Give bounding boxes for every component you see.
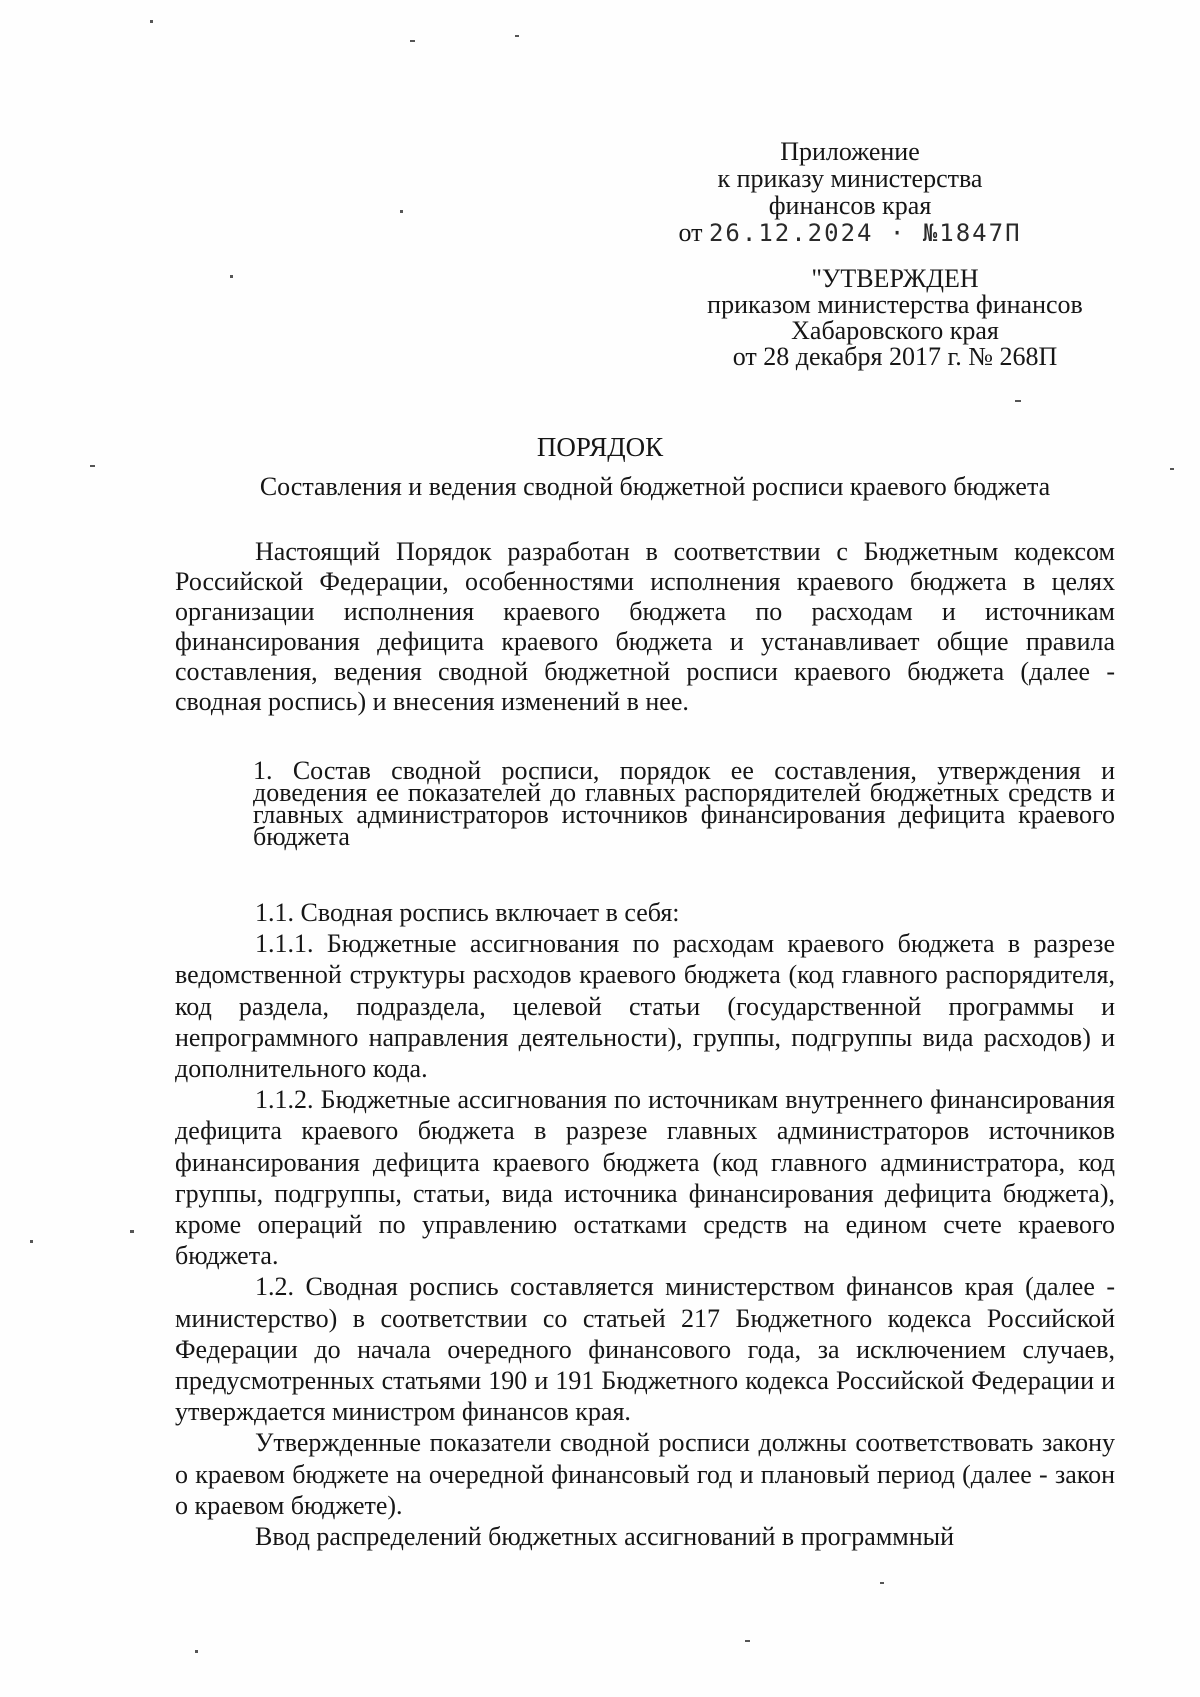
section-1-heading: 1. Состав сводной росписи, порядок ее составления, утверждения и доведения ее показателей до главных распорядителей бюджетных средств и главных администраторов источников финансирования дефицита краевого бюджета xyxy=(253,756,1115,851)
clause-1-1-1: 1.1.1. Бюджетные ассигнования по расходам краевого бюджета в разрезе ведомственной структуры расходов краевого бюджета (код главного распорядителя, код раздела, подраздела, целевой статьи (государственной программы и непрограммного направления деятельности), группы, подгруппы вида расходов) и дополнительного кода. xyxy=(175,929,1115,1084)
clause-1-2: 1.2. Сводная роспись составляется министерством финансов края (далее - министерство) в соответствии со статьей 217 Бюджетного кодекса Российской Федерации до начала очередного финансового года, за исключением случаев, предусмотренных статьями 190 и 191 Бюджетного кодекса Российской Федерации и утверждается министром финансов края. xyxy=(175,1272,1115,1427)
clause-input-distributions: Ввод распределений бюджетных ассигнований в программный xyxy=(255,1522,955,1552)
handwritten-date-number: 26.12.2024 · №1847П xyxy=(708,219,1022,247)
clause-1-1: 1.1. Сводная роспись включает в себя: xyxy=(255,898,680,927)
annex-date-prefix: от xyxy=(678,218,703,247)
clause-1-1-2: 1.1.2. Бюджетные ассигнования по источникам внутреннего финансирования дефицита краевого бюджета в разрезе главных администраторов источников финансирования дефицита краевого бюджета (код главного администратора, код группы, подгруппы, статьи, вида источника финансирования дефицита бюджета), кроме операций по управлению остатками средств на едином счете краевого бюджета. xyxy=(175,1085,1115,1271)
scan-speck xyxy=(195,1650,198,1653)
scan-speck xyxy=(515,35,519,37)
clause-approved-indicators: Утвержденные показатели сводной росписи должны соответствовать закону о краевом бюджете на очередной финансовый год и плановый период (далее - закон о краевом бюджете). xyxy=(175,1428,1115,1520)
scan-speck xyxy=(30,1240,33,1243)
scan-speck xyxy=(880,1582,884,1584)
scan-speck xyxy=(745,1640,750,1642)
annex-block xyxy=(640,138,1060,247)
annex-order-ref: к приказу министерства xyxy=(717,164,983,193)
approved-by-order: приказом министерства финансов xyxy=(707,290,1083,319)
scan-speck xyxy=(90,465,95,467)
intro-paragraph: Настоящий Порядок разработан в соответствии с Бюджетным кодексом Российской Федерации, особенностями исполнения краевого бюджета в целях организации исполнения краевого бюджета по расходам и источникам финансирования дефицита краевого бюджета и устанавливает общие правила составления, ведения сводной бюджетной росписи краевого бюджета (далее - сводная роспись) и внесения изменений в нее. xyxy=(175,537,1115,716)
approved-date: от 28 декабря 2017 г. № 268П xyxy=(732,342,1058,371)
section-1-heading-block xyxy=(253,756,1115,851)
scan-speck xyxy=(1170,468,1174,470)
annex-ministry: финансов края xyxy=(768,191,932,220)
document-subtitle: Составления и ведения сводной бюджетной росписи краевого бюджета xyxy=(259,472,1051,501)
scan-speck xyxy=(400,210,403,213)
intro-section xyxy=(175,537,1115,717)
scan-speck xyxy=(1015,400,1021,402)
annex-date-line xyxy=(640,219,1060,247)
scan-speck xyxy=(230,275,233,278)
document-title: ПОРЯДОК xyxy=(536,432,664,462)
scan-speck xyxy=(150,20,153,23)
scan-speck xyxy=(410,40,415,42)
approval-stamp-block xyxy=(660,266,1130,370)
clauses-section xyxy=(175,897,1115,1552)
scan-speck xyxy=(130,1230,134,1233)
annex-title: Приложение xyxy=(780,137,920,166)
approved-region: Хабаровского края xyxy=(791,316,999,345)
approved-heading: "УТВЕРЖДЕН xyxy=(811,264,979,293)
